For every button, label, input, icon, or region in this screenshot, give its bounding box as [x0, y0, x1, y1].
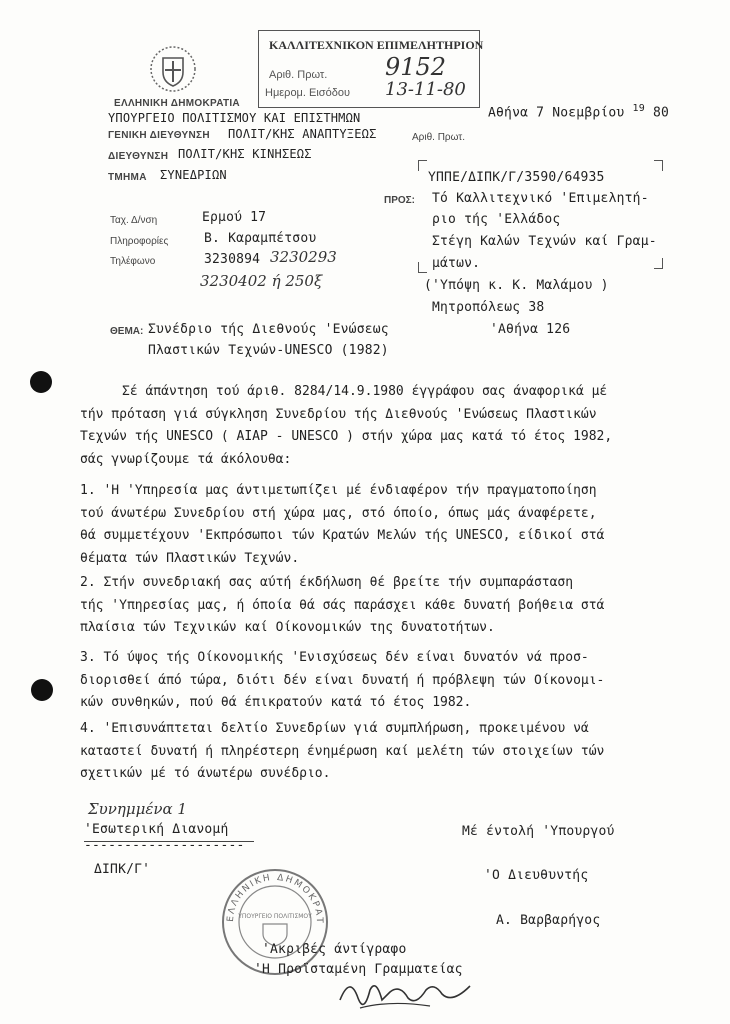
- paragraph-line: σχετικών μέ τό άνωτέρω συνέδριο.: [80, 766, 331, 781]
- director-name: Α. Βαρβαρήγος: [496, 913, 601, 928]
- body-paragraph-2: [80, 572, 604, 640]
- chamber-stamp: [258, 30, 484, 108]
- department: ΣΥΝΕΔΡΙΩΝ: [160, 168, 227, 182]
- place-date: Αθήνα 7 Νοεμβρίου: [488, 105, 625, 121]
- enclosure-handwritten: Συνημμένα 1: [88, 800, 187, 818]
- date-line: [488, 103, 669, 120]
- paragraph-line: πλαίσια τών Τεχνικών καί Οίκονομικών της δυνατοτήτων.: [80, 620, 495, 635]
- body-intro-line: Τεχνών τής UNESCO ( AIAP - UNESCO ) στήν χώρα μας κατά τό έτος 1982,: [80, 429, 613, 444]
- recipient-line-7: 'Αθήνα 126: [490, 322, 571, 337]
- distribution-code: ΔΙΠΚ/Γ': [94, 862, 151, 877]
- general-directorate-label: ΓΕΝΙΚΗ ΔΙΕΥΘΥΝΣΗ: [108, 130, 210, 141]
- coat-of-arms-icon: [148, 44, 198, 98]
- recipient-line-5: ('Υπόψη κ. Κ. Μαλάμου ): [424, 278, 609, 293]
- republic-heading: ΕΛΛΗΝΙΚΗ ΔΗΜΟΚΡΑΤΙΑ: [114, 98, 240, 109]
- year-prefix: 19: [632, 103, 645, 114]
- signature: [330, 970, 490, 1024]
- paragraph-line: 3. Τό ύψος τής Οίκονομικής 'Ενισχύσεως δέν είναι δυνατόν νά προσ-: [80, 650, 589, 665]
- phone-label: Τηλέφωνο: [110, 256, 156, 267]
- recipient-label: ΠΡΟΣ:: [384, 195, 416, 206]
- recipient-bracket-br: [654, 258, 663, 269]
- paragraph-line: θά συμμετέχουν 'Εκπρόσωποι τών Κρατών Μελών τής UNESCO, είδικοί στά: [80, 528, 605, 543]
- stamp-prot-value: 9152: [385, 53, 447, 81]
- body-paragraph-4: [80, 718, 604, 786]
- distribution-dashes: --------------------: [84, 838, 245, 853]
- director-title: 'Ο Διευθυντής: [484, 868, 589, 883]
- address-label: Ταχ. Δ/νση: [110, 215, 158, 226]
- recipient-line-6: Μητροπόλεως 38: [432, 300, 545, 315]
- true-copy: 'Ακριβές άντίγραφο: [262, 942, 407, 957]
- directorate: ΠΟΛΙΤ/ΚΗΣ ΚΙΝΗΣΕΩΣ: [178, 147, 312, 161]
- paragraph-line: τού άνωτέρω Συνεδρίου στή χώρα μας, στό όποίο, όπως μάς άναφέρετε,: [80, 505, 597, 521]
- paragraph-line: καταστεί δυνατή ή πληρέστερη ένημέρωση καί μελέτη τών στοιχείων τών: [80, 743, 605, 759]
- body-intro-line: σάς γνωρίζουμε τά άκόλουθα:: [80, 451, 292, 467]
- stamp-date-value: 13-11-80: [385, 79, 466, 100]
- body-intro-line: τήν πρόταση γιά σύγκληση Συνεδρίου τής Διεθνούς 'Ενώσεως Πλαστικών: [80, 406, 597, 422]
- info-label: Πληροφορίες: [110, 236, 169, 247]
- round-stamp-inner-text: ΥΠΟΥΡΓΕΙΟ ΠΟΛΙΤΙΣΜΟΥ: [238, 913, 312, 920]
- recipient-ref: ΥΠΠΕ/ΔΙΠΚ/Γ/3590/64935: [428, 170, 605, 185]
- internal-distribution: 'Εσωτερική Διανομή: [84, 822, 229, 837]
- stamp-date-label: Ημερομ. Εισόδου: [265, 87, 350, 99]
- phone-handwritten-1: 3230293: [270, 248, 337, 266]
- round-stamp-outer-text: ΕΛΛΗΝΙΚΗ ΔΗΜΟΚΡΑΤ: [225, 872, 325, 925]
- recipient-line-3: Στέγη Καλών Τεχνών καί Γραμ-: [432, 234, 657, 249]
- info-person: Β. Καραμπέτσου: [204, 231, 317, 246]
- year-suffix: 80: [652, 105, 670, 121]
- paragraph-line: θέματα τών Πλαστικών Τεχνών.: [80, 550, 300, 566]
- subject-label: ΘΕΜΑ:: [110, 326, 144, 337]
- recipient-bracket-tr: [654, 160, 663, 171]
- head-secretariat: 'Η Προϊσταμένη Γραμματείας: [254, 962, 463, 977]
- body-paragraph-1: [80, 480, 604, 570]
- address: Ερμού 17: [202, 210, 267, 225]
- phone: 3230894: [204, 252, 261, 267]
- paragraph-line: 1. 'Η 'Υπηρεσία μας άντιμετωπίζει μέ ένδιαφέρον τήν πραγματοποίηση: [80, 483, 597, 498]
- recipient-bracket-tl: [418, 160, 427, 171]
- stamp-prot-label: Αριθ. Πρωτ.: [269, 69, 328, 81]
- paragraph-line: κών συνθηκών, πού θά έπικρατούν κατά τό έτος 1982.: [80, 695, 472, 710]
- subject-line-2: Πλαστικών Τεχνών-UNESCO (1982): [148, 343, 389, 358]
- phone-handwritten-2: 3230402 ή 250ξ: [200, 272, 323, 290]
- by-order-line: Μέ έντολή 'Υπουργού: [462, 824, 615, 839]
- arith-prot-label: Αριθ. Πρωτ.: [412, 132, 466, 143]
- recipient-line-4: μάτων.: [432, 256, 481, 271]
- body-intro: [80, 381, 612, 471]
- punch-hole-top: [30, 371, 52, 393]
- general-directorate: ΠΟΛΙΤ/ΚΗΣ ΑΝΑΠΤΥΞΕΩΣ: [228, 127, 377, 141]
- paragraph-line: διορισθεί άπό τώρα, διότι δέν είναι δυνατή ή πρόβλεψη τών Οίκονομι-: [80, 672, 605, 688]
- department-label: ΤΜΗΜΑ: [108, 172, 147, 183]
- recipient-line-1: Τό Καλλιτεχνικό 'Επιμελητή-: [432, 191, 649, 206]
- recipient-line-2: ριο τής 'Ελλάδος: [432, 212, 561, 227]
- recipient-bracket-bl: [418, 262, 427, 273]
- directorate-label: ΔΙΕΥΘΥΝΣΗ: [108, 151, 169, 162]
- body-paragraph-3: [80, 647, 604, 715]
- subject-line-1: Συνέδριο τής Διεθνούς 'Ενώσεως: [148, 322, 389, 337]
- paragraph-line: τής 'Υπηρεσίας μας, ή όποία θά σάς παράσχει κάθε δυνατή βοήθεια στά: [80, 597, 605, 613]
- punch-hole-bottom: [31, 679, 53, 701]
- chamber-stamp-title: ΚΑΛΛΙΤΕΧΝΙΚΟΝ ΕΠΙΜΕΛΗΤΗΡΙΟΝ: [269, 38, 484, 52]
- ministry-heading: ΥΠΟΥΡΓΕΙΟ ΠΟΛΙΤΙΣΜΟΥ ΚΑΙ ΕΠΙΣΤΗΜΩΝ: [108, 111, 361, 125]
- paragraph-line: 2. Στήν συνεδριακή σας αύτή έκδήλωση θέ βρείτε τήν συμπαράσταση: [80, 575, 574, 590]
- paragraph-line: 4. 'Επισυνάπτεται δελτίο Συνεδρίων γιά συμπλήρωση, προκειμένου νά: [80, 721, 589, 736]
- body-intro-line: Σέ άπάντηση τού άριθ. 8284/14.9.1980 έγγράφου σας άναφορικά μέ: [122, 384, 608, 399]
